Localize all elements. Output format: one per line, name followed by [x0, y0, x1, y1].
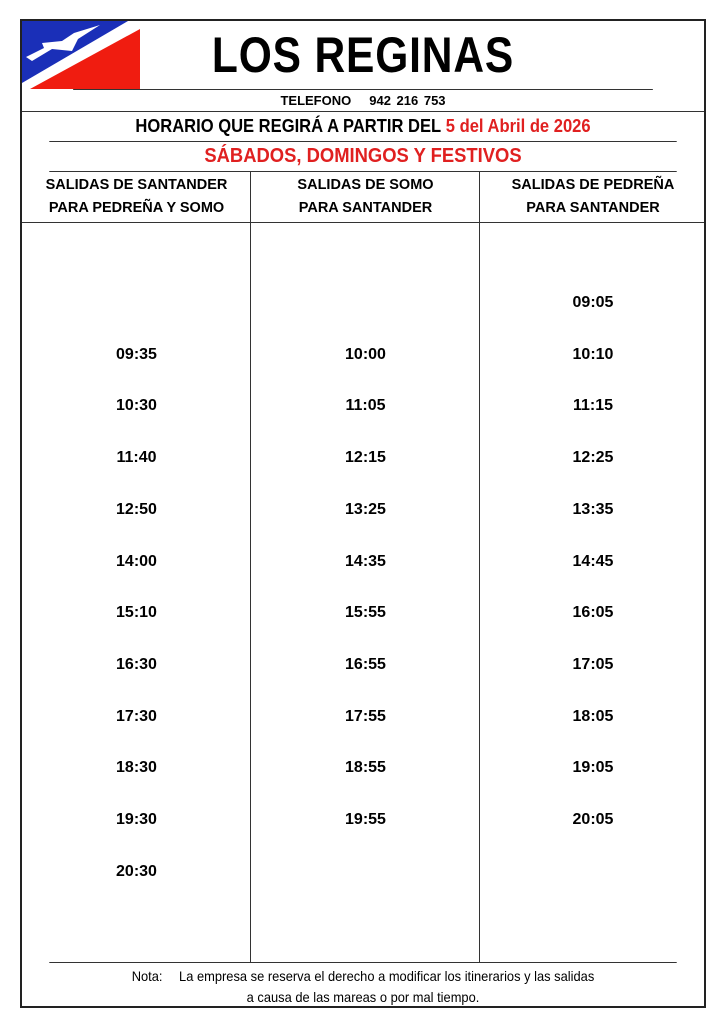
header-line: SALIDAS DE SANTANDER	[45, 177, 228, 193]
departure-time: 13:25	[345, 500, 386, 518]
phone-number: 942 216 753	[369, 93, 446, 108]
column-header-pedrena	[480, 172, 706, 222]
phone-row	[22, 90, 704, 112]
column-header-somo	[251, 172, 480, 222]
departure-time: 19:55	[345, 811, 386, 828]
departure-time: 11:15	[572, 397, 614, 415]
departure-time: 14:35	[345, 552, 386, 570]
departure-time: 10:00	[345, 345, 386, 363]
note-line-2: a causa de las mareas o por mal tiempo.	[246, 989, 480, 1005]
departure-time: 10:10	[572, 345, 614, 363]
departure-time: 17:55	[345, 707, 386, 725]
header-line: SALIDAS DE SOMO	[297, 177, 434, 193]
departure-time: 15:55	[345, 604, 386, 622]
times-column-santander	[22, 222, 251, 962]
departure-time: 14:45	[572, 552, 614, 570]
departure-time: 18:30	[116, 759, 157, 777]
departure-time: 14:00	[116, 552, 157, 570]
column-header-santander	[22, 172, 251, 222]
schedule-prefix: HORARIO QUE REGIRÁ A PARTIR DEL	[135, 116, 442, 136]
departure-time: 16:30	[116, 655, 157, 673]
departure-time: 10:30	[116, 397, 157, 415]
departure-time: 18:05	[572, 707, 614, 725]
departure-time: 17:05	[572, 655, 614, 673]
header-line: SALIDAS DE PEDREÑA	[511, 177, 675, 193]
departure-time: 09:35	[116, 345, 157, 363]
header-line: PARA SANTANDER	[526, 200, 660, 216]
schedule-sheet	[20, 19, 706, 1008]
departure-time: 15:10	[116, 604, 157, 622]
departure-time: 12:25	[572, 449, 614, 467]
header-line: PARA SANTANDER	[298, 200, 433, 216]
times-column-somo	[251, 222, 480, 962]
column-headers	[22, 172, 704, 223]
departure-time: 09:05	[572, 294, 614, 311]
departure-time: 20:05	[572, 811, 614, 828]
days-heading: SÁBADOS, DOMINGOS Y FESTIVOS	[49, 142, 676, 172]
departure-time: 17:30	[116, 707, 157, 725]
departure-time: 19:30	[116, 811, 157, 828]
header-line: PARA PEDREÑA Y SOMO	[48, 200, 225, 216]
departure-time: 12:50	[116, 500, 157, 518]
departure-time: 11:05	[345, 397, 386, 415]
departure-time: 13:35	[572, 500, 614, 518]
footer-note	[49, 962, 676, 1008]
phone-label: TELEFONO	[280, 93, 352, 108]
times-column-pedrena	[480, 222, 706, 962]
schedule-date: 5 del Abril de 2026	[445, 116, 591, 136]
departure-time: 16:55	[345, 655, 386, 673]
departure-time: 16:05	[572, 604, 614, 622]
departure-time: 19:05	[572, 759, 614, 777]
departure-time: 20:30	[116, 862, 157, 880]
departure-time: 18:55	[345, 759, 386, 777]
departure-time: 12:15	[345, 449, 386, 467]
note-line-1: La empresa se reserva el derecho a modificar los itinerarios y las salidas	[179, 968, 595, 984]
company-title: LOS REGINAS	[73, 21, 653, 90]
departure-time: 11:40	[116, 449, 157, 467]
schedule-start-row	[49, 112, 676, 142]
note-label: Nota:	[131, 968, 163, 984]
